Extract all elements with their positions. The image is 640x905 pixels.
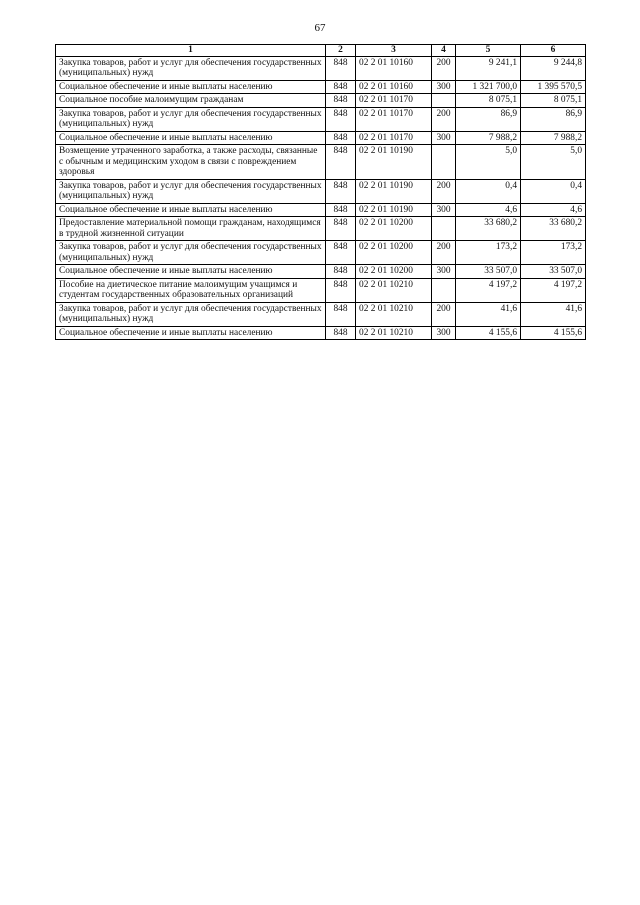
row-expense-type: 300 (432, 265, 456, 279)
row-ministry-code: 848 (326, 94, 356, 108)
row-name: Социальное обеспечение и иные выплаты населению (56, 265, 326, 279)
header-col-1: 1 (56, 45, 326, 57)
table-row (56, 278, 586, 302)
row-amount-1: 41,6 (456, 302, 521, 326)
table-row (56, 80, 586, 94)
row-ministry-code: 848 (326, 241, 356, 265)
row-ministry-code: 848 (326, 217, 356, 241)
row-amount-1: 4 197,2 (456, 278, 521, 302)
table-row (56, 145, 586, 180)
row-expense-type (432, 94, 456, 108)
row-amount-1: 173,2 (456, 241, 521, 265)
row-amount-2: 9 244,8 (521, 56, 586, 80)
table-row (56, 94, 586, 108)
table-body (56, 56, 586, 340)
table-row (56, 131, 586, 145)
table-row (56, 56, 586, 80)
table-row (56, 326, 586, 340)
row-name: Предоставление материальной помощи гражданам, находящимся в трудной жизненной ситуации (56, 217, 326, 241)
row-name: Социальное пособие малоимущим гражданам (56, 94, 326, 108)
row-ministry-code: 848 (326, 179, 356, 203)
row-amount-1: 0,4 (456, 179, 521, 203)
row-amount-1: 4 155,6 (456, 326, 521, 340)
row-name: Социальное обеспечение и иные выплаты населению (56, 203, 326, 217)
row-name: Социальное обеспечение и иные выплаты населению (56, 131, 326, 145)
row-amount-2: 33 680,2 (521, 217, 586, 241)
row-expense-type: 200 (432, 179, 456, 203)
budget-table (55, 44, 586, 340)
row-amount-2: 1 395 570,5 (521, 80, 586, 94)
table-row (56, 302, 586, 326)
row-target-code: 02 2 01 10190 (356, 145, 432, 180)
row-expense-type: 300 (432, 131, 456, 145)
row-target-code: 02 2 01 10210 (356, 302, 432, 326)
table-row (56, 179, 586, 203)
row-target-code: 02 2 01 10170 (356, 107, 432, 131)
row-amount-2: 4 197,2 (521, 278, 586, 302)
row-name: Социальное обеспечение и иные выплаты населению (56, 326, 326, 340)
row-target-code: 02 2 01 10170 (356, 131, 432, 145)
row-expense-type: 300 (432, 203, 456, 217)
row-amount-1: 33 680,2 (456, 217, 521, 241)
row-ministry-code: 848 (326, 265, 356, 279)
header-row (56, 45, 586, 57)
row-amount-1: 33 507,0 (456, 265, 521, 279)
row-amount-2: 4 155,6 (521, 326, 586, 340)
row-ministry-code: 848 (326, 80, 356, 94)
row-amount-2: 0,4 (521, 179, 586, 203)
row-target-code: 02 2 01 10210 (356, 278, 432, 302)
row-amount-2: 86,9 (521, 107, 586, 131)
row-amount-1: 9 241,1 (456, 56, 521, 80)
row-expense-type: 300 (432, 80, 456, 94)
row-ministry-code: 848 (326, 131, 356, 145)
row-expense-type (432, 145, 456, 180)
row-target-code: 02 2 01 10200 (356, 265, 432, 279)
row-target-code: 02 2 01 10190 (356, 203, 432, 217)
row-amount-1: 86,9 (456, 107, 521, 131)
row-ministry-code: 848 (326, 107, 356, 131)
table-header (56, 45, 586, 57)
table-row (56, 107, 586, 131)
header-col-5: 5 (456, 45, 521, 57)
row-ministry-code: 848 (326, 145, 356, 180)
row-ministry-code: 848 (326, 203, 356, 217)
table-row (56, 241, 586, 265)
row-ministry-code: 848 (326, 326, 356, 340)
row-expense-type: 200 (432, 241, 456, 265)
row-name: Закупка товаров, работ и услуг для обеспечения государственных (муниципальных) нужд (56, 107, 326, 131)
row-target-code: 02 2 01 10170 (356, 94, 432, 108)
row-expense-type: 200 (432, 302, 456, 326)
row-amount-1: 4,6 (456, 203, 521, 217)
table-row (56, 217, 586, 241)
table-row (56, 265, 586, 279)
row-ministry-code: 848 (326, 302, 356, 326)
page-number: 67 (314, 22, 326, 34)
row-amount-1: 8 075,1 (456, 94, 521, 108)
header-col-2: 2 (326, 45, 356, 57)
row-target-code: 02 2 01 10200 (356, 217, 432, 241)
row-target-code: 02 2 01 10200 (356, 241, 432, 265)
row-amount-2: 33 507,0 (521, 265, 586, 279)
row-amount-1: 7 988,2 (456, 131, 521, 145)
row-amount-2: 5,0 (521, 145, 586, 180)
row-ministry-code: 848 (326, 56, 356, 80)
row-amount-1: 5,0 (456, 145, 521, 180)
row-amount-2: 7 988,2 (521, 131, 586, 145)
row-name: Закупка товаров, работ и услуг для обеспечения государственных (муниципальных) нужд (56, 302, 326, 326)
row-expense-type (432, 217, 456, 241)
row-expense-type: 300 (432, 326, 456, 340)
row-amount-2: 8 075,1 (521, 94, 586, 108)
row-target-code: 02 2 01 10160 (356, 80, 432, 94)
row-expense-type: 200 (432, 56, 456, 80)
row-target-code: 02 2 01 10160 (356, 56, 432, 80)
header-col-6: 6 (521, 45, 586, 57)
row-expense-type (432, 278, 456, 302)
row-name: Возмещение утраченного заработка, а также расходы, связанные с обычным и медицинским уходом в связи с повреждением здоровья (56, 145, 326, 180)
row-name: Закупка товаров, работ и услуг для обеспечения государственных (муниципальных) нужд (56, 241, 326, 265)
row-amount-2: 4,6 (521, 203, 586, 217)
row-amount-2: 41,6 (521, 302, 586, 326)
header-col-3: 3 (356, 45, 432, 57)
row-name: Социальное обеспечение и иные выплаты населению (56, 80, 326, 94)
row-expense-type: 200 (432, 107, 456, 131)
row-target-code: 02 2 01 10190 (356, 179, 432, 203)
row-name: Закупка товаров, работ и услуг для обеспечения государственных (муниципальных) нужд (56, 179, 326, 203)
table-row (56, 203, 586, 217)
row-name: Пособие на диетическое питание малоимущим учащимся и студентам государственных образовательных организаций (56, 278, 326, 302)
row-name: Закупка товаров, работ и услуг для обеспечения государственных (муниципальных) нужд (56, 56, 326, 80)
row-ministry-code: 848 (326, 278, 356, 302)
row-target-code: 02 2 01 10210 (356, 326, 432, 340)
header-col-4: 4 (432, 45, 456, 57)
row-amount-1: 1 321 700,0 (456, 80, 521, 94)
row-amount-2: 173,2 (521, 241, 586, 265)
